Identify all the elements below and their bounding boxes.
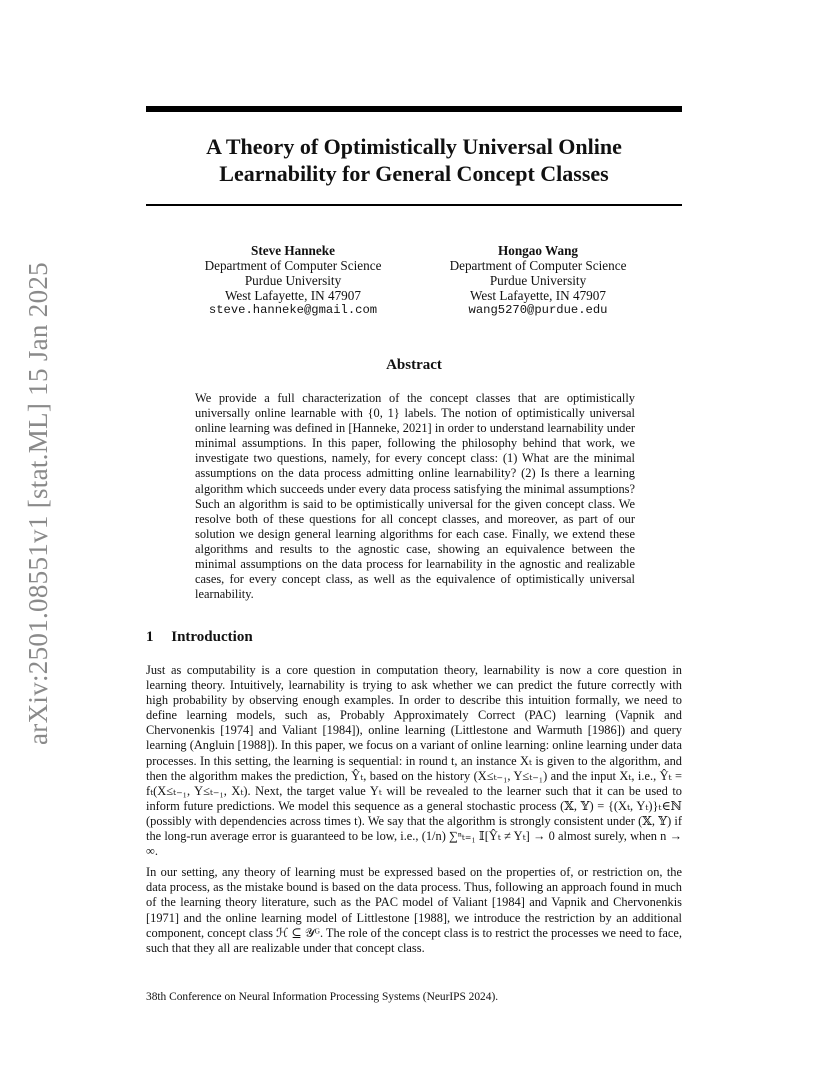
section-heading-introduction [146, 629, 253, 646]
author-block-2 [428, 243, 648, 318]
author-name: Steve Hanneke [251, 243, 335, 258]
author-email: wang5270@purdue.edu [468, 303, 608, 317]
section-number: 1 [146, 629, 154, 645]
author-email: steve.hanneke@gmail.com [208, 303, 378, 317]
conference-footnote: 38th Conference on Neural Information Processing Systems (NeurIPS 2024). [146, 991, 499, 1003]
author-address: West Lafayette, IN 47907 [225, 288, 361, 303]
title-line-2: Learnability for General Concept Classes [219, 161, 609, 186]
abstract-heading: Abstract [386, 357, 442, 373]
abstract-text: We provide a full characterization of the concept classes that are optimistically universally online learnable with {0, 1} labels. The notion of optimistically universal online learning was defined in [Hanneke, 2021] in order to understand learnability under minimal assumptions. In this paper, following the philosophy behind that work, we investigate two questions, namely, for every concept class: (1) What are the minimal assumptions on the data process admitting online learnability? (2) Is there a learning algorithm which succeeds under every data process satisfying the minimal assumptions? Such an algorithm is said to be optimistically universal for the given concept class. We resolve both of these questions for all concept classes, and moreover, as part of our solution we design general learning algorithms for each case. Finally, we extend these algorithms and results to the agnostic case, showing an equivalence between the minimal assumptions on the data process for learnability in the agnostic and realizable cases, for every concept class, as well as the equivalence of optimistically universal learnability. [195, 391, 635, 602]
author-block-1 [183, 243, 403, 318]
author-department: Department of Computer Science [449, 258, 627, 273]
author-address: West Lafayette, IN 47907 [470, 288, 606, 303]
paper-title [146, 133, 682, 187]
arxiv-stamp-text: arXiv:2501.08551v1 [stat.ML] 15 Jan 2025 [22, 261, 53, 745]
author-university: Purdue University [489, 273, 587, 288]
arxiv-identifier-stamp [18, 258, 58, 748]
author-university: Purdue University [244, 273, 342, 288]
title-top-rule [146, 106, 682, 112]
section-title: Introduction [171, 629, 253, 645]
introduction-body [146, 663, 682, 962]
title-bottom-rule [146, 204, 682, 206]
author-name: Hongao Wang [497, 243, 578, 258]
intro-paragraph-1: Just as computability is a core question in computation theory, learnability is now a core question in learning theory. Intuitively, learnability is trying to ask whether we can predict the future correctly with high probability by observing enough examples. In order to describe this intuition formally, we need to define learning models, such as, Probably Approximately Correct (PAC) learning (Vapnik and Chervonenkis [1974] and Valiant [1984]), online learning (Littlestone and Warmuth [1986]) and query learning (Angluin [1988]). In this paper, we focus on a variant of online learning: online learning under data processes. In this setting, the learning is sequential: in round t, an instance Xₜ is given to the algorithm, and then the algorithm makes the prediction, Ŷₜ, based on the history (X≤ₜ₋₁, Y≤ₜ₋₁) and the input Xₜ, i.e., Ŷₜ = fₜ(X≤ₜ₋₁, Y≤ₜ₋₁, Xₜ). Next, the target value Yₜ will be revealed to the learner such that it can be used to inform future predictions. We model this sequence as a general stochastic process (𝕏, 𝕐) = {(Xₜ, Yₜ)}ₜ∈ℕ (possibly with dependencies across times t). We say that the algorithm is strongly consistent under (𝕏, 𝕐) if the long-run average error is guaranteed to be low, i.e., (1/n) ∑ⁿₜ₌₁ 𝕀[Ŷₜ ≠ Yₜ] → 0 almost surely, when n → ∞. [146, 663, 682, 859]
intro-paragraph-2: In our setting, any theory of learning must be expressed based on the properties of, or restriction on, the data process, as the mistake bound is based on the data process. Thus, following an approach found in much of the learning theory literature, such as the PAC model of Valiant [1984] and Vapnik and Chervonenkis [1971] and the online learning model of Littlestone [1988], we introduce the restriction by an additional component, concept class ℋ ⊆ 𝒴ᴳ. The role of the concept class is to restrict the processes we need to face, such that they all are realizable under that concept class. [146, 865, 683, 955]
abstract-body [195, 391, 635, 602]
title-line-1: A Theory of Optimistically Universal Online [206, 134, 622, 159]
author-department: Department of Computer Science [204, 258, 382, 273]
